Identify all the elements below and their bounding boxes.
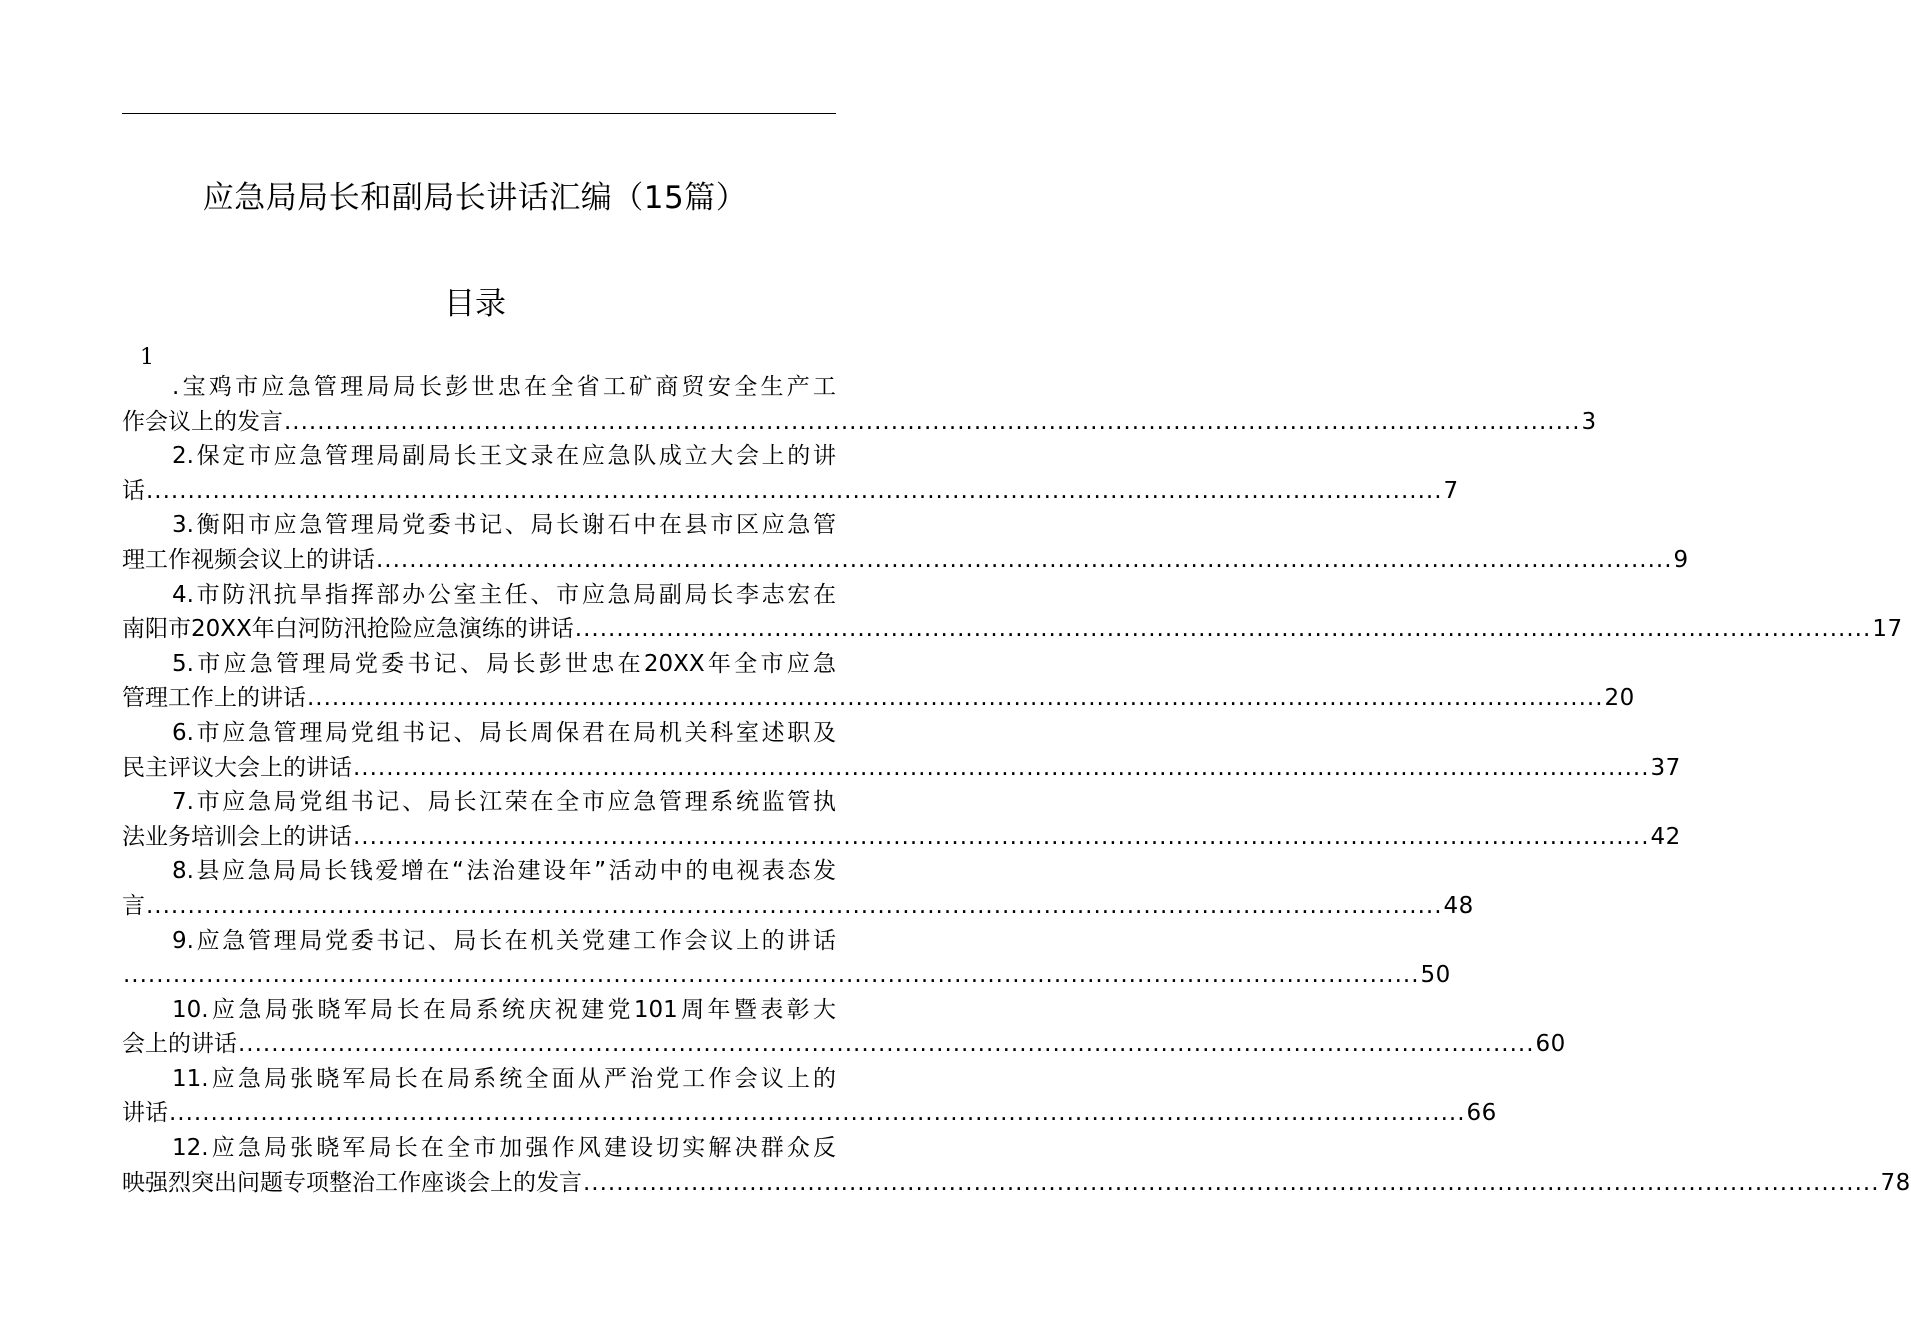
toc-entry-title: 3.衡阳市应急管理局党委书记、局长谢石中在县市区应急管 <box>172 512 836 539</box>
toc-entry-title: 10.应急局张晓军局长在局系统庆祝建党101周年暨表彰大 <box>172 996 836 1023</box>
toc-page-number: 17 <box>1872 616 1903 643</box>
toc-leader-dots: ............................................................................................................................................................ <box>353 754 1650 781</box>
toc-leader-dots: ............................................................................................................................................................ <box>284 408 1581 435</box>
toc-entry-title: 8.县应急局局长钱爱增在“法治建设年”活动中的电视表态发 <box>172 858 836 885</box>
toc-page-number: 60 <box>1535 1031 1566 1058</box>
toc-entry[interactable] <box>122 854 1474 923</box>
toc-heading: 目录 <box>444 286 506 322</box>
toc-entry[interactable] <box>122 785 1681 854</box>
toc-leader-dots: ............................................................................................................................................................ <box>574 616 1872 643</box>
document-title: 应急局局长和副局长讲话汇编（15篇） <box>202 180 748 216</box>
toc-entry-title: 7.市应急局党组书记、局长江荣在全市应急管理系统监管执 <box>172 789 836 816</box>
toc-entry-title: 12.应急局张晓军局长在全市加强作风建设切实解决群众反 <box>172 1135 836 1162</box>
toc-entry-title: 6.市应急管理局党组书记、局长周保君在局机关科室述职及 <box>172 719 836 746</box>
toc-page-number: 37 <box>1650 754 1681 781</box>
toc-entry[interactable] <box>122 439 1459 508</box>
toc-entry-title-tail: 言 <box>122 892 145 919</box>
toc-entry-title: .宝鸡市应急管理局局长彭世忠在全省工矿商贸安全生产工 <box>172 374 836 400</box>
toc-page-number: 3 <box>1581 408 1597 435</box>
toc-entry-title-tail: 民主评议大会上的讲话 <box>122 754 352 781</box>
toc-entry-title-tail: 理工作视频会议上的讲话 <box>122 546 375 573</box>
toc-leader-dots: ............................................................................................................................................................ <box>238 1031 1535 1058</box>
toc-entry-title-tail: 作会议上的发言 <box>122 408 283 435</box>
toc-leader-dots: ............................................................................................................................................................ <box>146 892 1443 919</box>
toc-entry-continuation <box>122 612 1903 647</box>
toc-entry[interactable] <box>122 1062 1497 1131</box>
toc-entry[interactable] <box>122 647 1635 716</box>
toc-entry-title-tail: 讲话 <box>122 1100 168 1127</box>
toc-number-marker: 1 <box>140 345 154 370</box>
toc-entry-title: 5.市应急管理局党委书记、局长彭世忠在20XX年全市应急 <box>172 650 836 677</box>
toc-entry-continuation <box>122 889 1474 924</box>
toc-list <box>122 370 1911 1200</box>
toc-entry[interactable] <box>122 508 1689 577</box>
toc-leader-dots: ............................................................................................................................................................ <box>583 1169 1880 1196</box>
toc-leader-dots: ............................................................................................................................................................ <box>123 962 1420 989</box>
toc-page-number: 7 <box>1443 477 1459 504</box>
toc-entry-title: 9.应急管理局党委书记、局长在机关党建工作会议上的讲话 <box>172 927 836 954</box>
toc-entry-title: 11.应急局张晓军局长在局系统全面从严治党工作会议上的 <box>172 1065 836 1092</box>
toc-entry[interactable] <box>122 716 1681 785</box>
toc-page-number: 66 <box>1466 1100 1497 1127</box>
toc-page-number: 20 <box>1604 685 1635 712</box>
toc-page-number: 48 <box>1443 892 1474 919</box>
toc-leader-dots: ............................................................................................................................................................ <box>353 823 1650 850</box>
toc-entry-continuation <box>122 543 1689 578</box>
toc-entry[interactable] <box>122 993 1566 1062</box>
toc-entry-continuation <box>122 958 1451 993</box>
toc-leader-dots: ............................................................................................................................................................ <box>376 546 1673 573</box>
toc-page-number: 42 <box>1650 823 1681 850</box>
toc-entry[interactable] <box>122 370 1597 439</box>
toc-entry-continuation <box>122 751 1681 786</box>
toc-entry[interactable] <box>122 578 1903 647</box>
toc-entry-title-tail: 法业务培训会上的讲话 <box>122 823 352 850</box>
toc-entry-title-tail: 话 <box>122 477 145 504</box>
toc-entry-title-tail: 会上的讲话 <box>122 1031 237 1058</box>
toc-page-number: 78 <box>1880 1169 1911 1196</box>
toc-entry[interactable] <box>122 924 1451 993</box>
toc-entry[interactable] <box>122 1131 1911 1200</box>
toc-entry-continuation <box>122 1027 1566 1062</box>
toc-entry-title-tail: 管理工作上的讲话 <box>122 685 306 712</box>
toc-entry-title: 2.保定市应急管理局副局长王文录在应急队成立大会上的讲 <box>172 443 836 470</box>
toc-entry-continuation <box>122 474 1459 509</box>
toc-page-number: 9 <box>1673 546 1689 573</box>
toc-page-number: 50 <box>1420 962 1451 989</box>
toc-entry-continuation <box>122 405 1597 440</box>
toc-entry-continuation <box>122 1166 1911 1201</box>
header-rule <box>122 113 836 114</box>
toc-entry-continuation <box>122 820 1681 855</box>
toc-entry-title-tail: 南阳市20XX年白河防汛抢险应急演练的讲话 <box>122 616 574 643</box>
toc-entry-continuation <box>122 1096 1497 1131</box>
toc-leader-dots: ............................................................................................................................................................ <box>169 1100 1466 1127</box>
toc-leader-dots: ............................................................................................................................................................ <box>307 685 1604 712</box>
toc-leader-dots: ............................................................................................................................................................ <box>146 477 1443 504</box>
toc-entry-continuation <box>122 681 1635 716</box>
toc-entry-title-tail: 映强烈突出问题专项整治工作座谈会上的发言 <box>122 1169 582 1196</box>
toc-entry-title: 4.市防汛抗旱指挥部办公室主任、市应急局副局长李志宏在 <box>172 581 836 608</box>
